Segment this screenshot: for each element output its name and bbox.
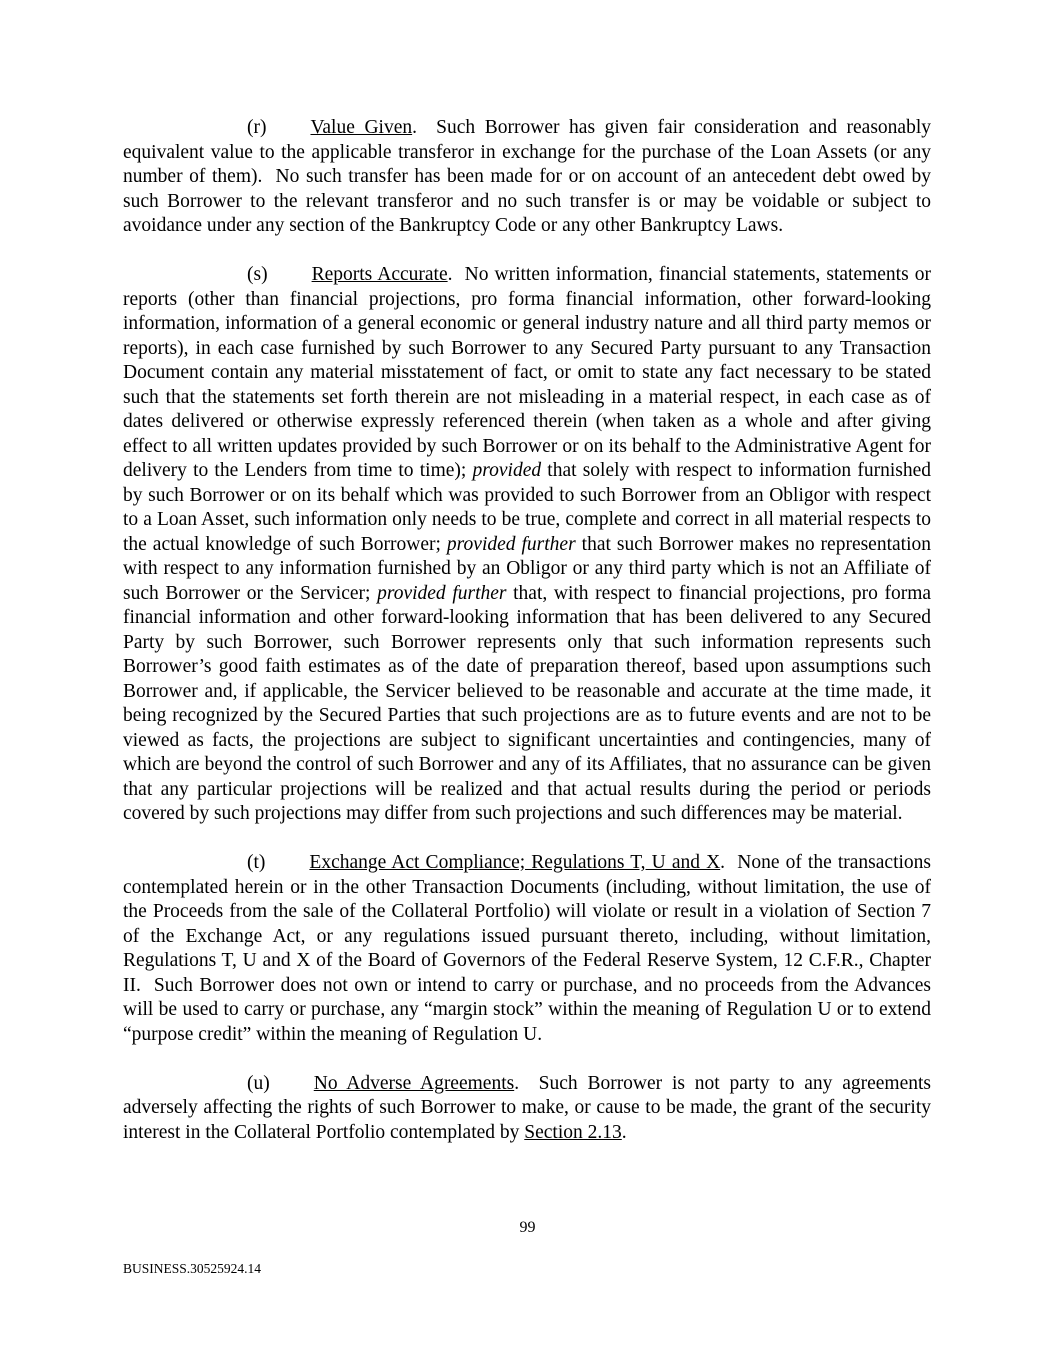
paragraph-label: (s)	[247, 264, 268, 285]
paragraph-text-segment: .	[621, 1121, 627, 1143]
document-body	[123, 116, 931, 1145]
paragraph-text-segment: provided	[472, 460, 542, 481]
paragraph-text-segment: . Such Borrower is not party to any agreements adversely affecting the rights of such Borrower to make, or cause to be made, the grant of the security interest in the Collateral Portfolio contemplated by	[123, 1072, 931, 1143]
paragraph-s	[123, 263, 931, 827]
paragraph-r	[123, 116, 931, 239]
paragraph-label: (r)	[247, 117, 267, 138]
paragraph-text-segment: Section 2.13	[524, 1121, 622, 1143]
paragraph-heading: Reports Accurate	[311, 264, 448, 285]
paragraph-t	[123, 851, 931, 1047]
paragraph-text-segment: . No written information, financial statements, statements or reports (other than financial projections, pro forma financial information, other forward-looking information, information of a general economic or general industry nature and all third party memos or reports), in each case furnished by such Borrower to any Secured Party pursuant to any Transaction Document contain any material misstatement of fact, or omit to state any fact necessary to be stated such that the statements set forth therein are not misleading in a material respect, in each case as of dates delivered or otherwise expressly referenced therein (when taken as a whole and after giving effect to all written updates provided by such Borrower or on its behalf to the Administrative Agent for delivery to the Lenders from time to time);	[123, 264, 932, 481]
paragraph-label: (t)	[247, 852, 266, 873]
document-id-footer: BUSINESS.30525924.14	[123, 1261, 262, 1276]
paragraph-text-segment: . Such Borrower has given fair consideration and reasonably equivalent value to the applicable transferor in exchange for the purchase of the Loan Assets (or any number of them). No such transfer has been made for or on account of an antecedent debt owed by such Borrower to the relevant transferor and no such transfer is or may be voidable or subject to avoidance under any section of the Bankruptcy Code or any other Bankruptcy Laws.	[123, 117, 931, 236]
paragraph-text-segment: that solely with respect to information furnished by such Borrower or on its behalf which was provided to such Borrower from an Obligor with respect to a Loan Asset, such information only needs to be true, complete and correct in all material respects to the actual knowledge of such Borrower;	[123, 460, 931, 555]
paragraph-text-segment: provided further	[446, 533, 576, 555]
paragraph-u	[123, 1072, 931, 1146]
paragraph-heading: Exchange Act Compliance; Regulations T, U and X	[309, 852, 721, 873]
paragraph-text-segment: . None of the transactions contemplated herein or in the other Transaction Documents (including, without limitation, the use of the Proceeds from the sale of the Collateral Portfolio) will violate or result in a violation of Section 7 of the Exchange Act, or any regulations issued pursuant thereto, including, without limitation, Regulations T, U and X of the Board of Governors of the Federal Reserve System, 12 C.F.R., Chapter II. Such Borrower does not own or intend to carry or purchase, and no proceeds from the Advances will be used to carry or purchase, any “margin stock” within the meaning of Regulation U or to extend “purpose credit” within the meaning of Regulation U.	[123, 852, 931, 1045]
paragraph-text-segment: that, with respect to financial projections, pro forma financial information and other forward-looking information that has been delivered to any Secured Party by such Borrower, such Borrower represents only that such information represents such Borrower’s good faith estimates as of the date of preparation thereof, based upon assumptions such Borrower and, if applicable, the Servicer believed to be reasonable and accurate at the time made, it being recognized by the Secured Parties that such projections are as to future events and are not to be viewed as facts, the projections are subject to significant uncertainties and contingencies, many of which are beyond the control of such Borrower and any of its Affiliates, that no assurance can be given that any particular projections will be realized and that actual results during the period or periods covered by such projections may differ from such projections and such differences may be material.	[123, 582, 932, 824]
paragraph-label: (u)	[247, 1072, 270, 1094]
page-number: 99	[519, 1219, 536, 1236]
paragraph-text-segment: provided further	[377, 582, 507, 604]
paragraph-heading: No Adverse Agreements	[313, 1072, 515, 1094]
paragraph-text-segment: that such Borrower makes no representation with respect to any information furnished by an Obligor or any third party which is not an Affiliate of such Borrower or the Servicer;	[123, 533, 931, 604]
paragraph-heading: Value Given	[310, 117, 413, 138]
